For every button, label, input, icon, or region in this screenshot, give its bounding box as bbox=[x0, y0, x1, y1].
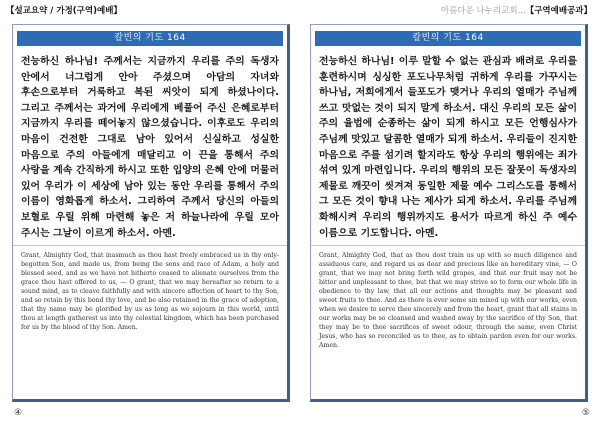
prayer-box-right bbox=[310, 24, 588, 402]
prayer-title-right: 칼빈의 기도 164 bbox=[315, 31, 581, 46]
right-header bbox=[441, 4, 592, 16]
english-prayer-left: Grant, Almighty God, that inasmuch as thou hast freely embraced us in thy only-begotten Son, and made us, from being the sons and race of Adam, a holy and blessed seed, and as we have not hitherto ceased to alienate ourselves from the grace thou hast offered to us, — O grant, that we may hereafter so return to a sound mind, as to cleave faithfully and with sincere affection of heart to thy Son, and so retain by this bond thy love, and be also retained in the grace of adoption, that thy name may be glorified by us as long as we sojourn in this world, until thou at length gatherest us into thy celestial kingdom, which has been purchased for us by the blood of thy Son. Amen. bbox=[21, 252, 279, 332]
korean-prayer-right: 전능하신 하나님! 이루 말할 수 없는 관심과 배려로 우리를 훈련하시며 싱싱한 포도나무처럼 귀하게 우리를 가꾸시는 하나님, 저희에게서 들포도가 맺거나 우리의 열매가 주님께 쓰고 맛없는 것이 되지 말게 하소서. 대신 우리의 모든 삶이 주의 율법에 순종하는 삶이 되게 하시고 모든 언행심사가 주님께 맛있고 달콤한 열매가 되게 하소서. 우리들이 진지한 마음으로 주를 섬기려 할지라도 항상 우리의 행위에는 죄가 섞여 있게 마련입니다. 우리의 행위의 모든 잘못이 독생자의 제물로 깨끗이 씻겨져 동일한 제물 예수 그리스도를 통해서 그 모든 것이 향내 나는 제사가 되게 하소서. 우리를 주님께 화해시켜 우리의 행위까지도 용서가 따르게 하신 주 예수 이름으로 기도합니다. 아멘. bbox=[319, 56, 577, 239]
right-page bbox=[300, 0, 600, 424]
page-number-left: ④ bbox=[14, 408, 23, 418]
korean-prayer-left: 전능하신 하나님! 주께서는 지금까지 우리를 주의 독생자 안에서 너그럽게 안아 주셨으며 아담의 자녀와 후손으로부터 거룩하고 복된 씨앗이 되게 하셨나이다. 그리고 주께서는 과거에 우리에게 베풀어 주신 은혜로부터 지금까지 우리를 떼어놓지 않으셨습니다. 이후로도 우리의 마음이 건전한 그대로 남아 있어서 신실하고 성실한 마음으로 주의 아들에게 매달리고 이 끈을 통해서 주의 사랑을 계속 간직하게 하시고 또한 입양의 은혜 안에 머물러 있어 우리가 이 세상에 남아 있는 동안 우리를 통해서 주의 이름이 영화롭게 하소서. 그리하여 주께서 당신의 아들의 보혈로 우릴 위해 마련해 놓은 저 하늘나라에 우릴 모아 주시는 그날이 이르게 하소서. 아멘. bbox=[21, 56, 279, 239]
prayer-box-left bbox=[12, 24, 290, 402]
right-header-label: 【구역예배공과】 bbox=[525, 6, 592, 16]
prayer-title-left: 칼빈의 기도 164 bbox=[17, 31, 283, 46]
church-name: 아름다운 나누리교회... bbox=[441, 6, 526, 16]
page-number-right: ⑤ bbox=[581, 408, 590, 418]
divider-right bbox=[311, 245, 585, 246]
english-prayer-right: Grant, Almighty God, that as thou dost train us up with so much diligence and assiduous care, and regard us as dear and precious like an hereditary vine, — O grant, that we may not bring forth wild grapes, and that our fruit may not be bitter and unpleasant to thee, but that we may strive so to form our whole life in obedience to thy law, that all our actions and thoughts may be pleasant and sweet fruits to thee. And as there is ever some sin mixed up with our works, even when we desire to serve thee sincerely and from the heart, grant that all stains in our works may be so cleansed and washed away by the sacrifice of thy Son, that they may be to thee sacrifices of sweet odour, through the same, even Christ Jesus, who has so reconciled us to thee, as to obtain pardon even for our works. Amen. bbox=[319, 252, 577, 350]
divider-left bbox=[13, 245, 287, 246]
left-header: 【설교요약 / 가정(구역)예배】 bbox=[6, 6, 122, 16]
